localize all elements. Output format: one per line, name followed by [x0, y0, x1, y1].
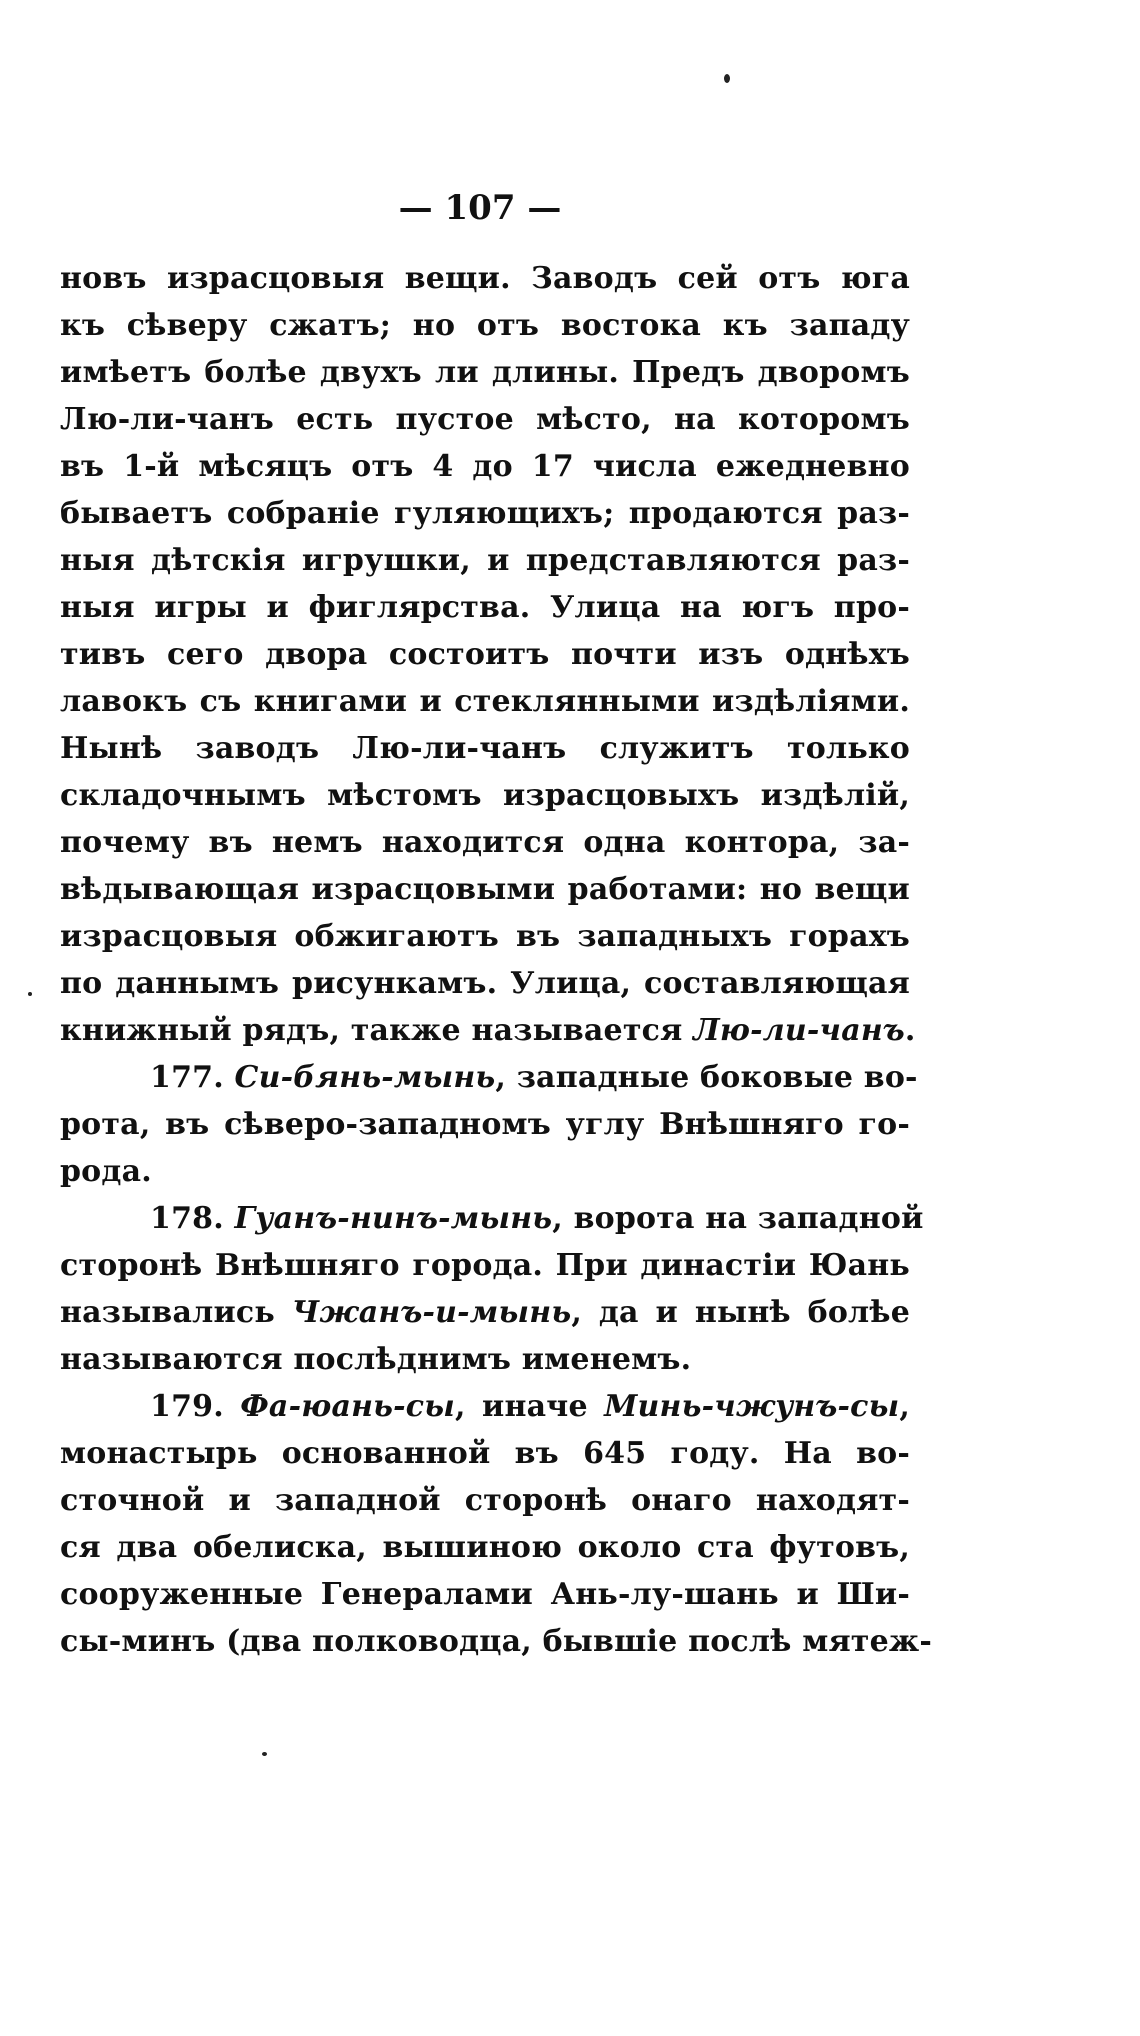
text-line: къ сѣверу сжатъ; но отъ востока къ западу — [60, 308, 910, 343]
page-text — [60, 255, 933, 1665]
text-line: лавокъ съ книгами и стеклянными издѣліями. — [60, 684, 910, 719]
text-line: рота, въ сѣверо-западномъ углу Внѣшняго го- — [60, 1107, 910, 1142]
text-line: имѣетъ болѣе двухъ ли длины. Предъ дворомъ — [60, 355, 910, 390]
text-line: книжный рядъ, также называется Лю-ли-чанъ. — [60, 1013, 916, 1048]
text-line: ныя игры и фиглярства. Улица на югъ про- — [60, 590, 910, 625]
text-line: израсцовыя обжигаютъ въ западныхъ горахъ — [60, 919, 910, 954]
text-line: сторонѣ Внѣшняго города. При династіи Юань — [60, 1248, 910, 1283]
text-line: Лю-ли-чанъ есть пустое мѣсто, на которомъ — [60, 402, 910, 437]
scan-speck — [28, 992, 32, 996]
scan-speck — [262, 1752, 267, 1756]
text-line: вѣдывающая израсцовыми работами: но вещи — [60, 872, 910, 907]
text-line: ся два обелиска, вышиною около ста футовъ, — [60, 1530, 910, 1565]
text-line: монастырь основанной въ 645 году. На во- — [60, 1436, 910, 1471]
text-line: почему въ немъ находится одна контора, за- — [60, 825, 910, 860]
text-line: сооруженные Генералами Ань-лу-шань и Ши- — [60, 1577, 910, 1612]
text-line: 178. Гуанъ-нинъ-мынь, ворота на западной — [150, 1201, 924, 1236]
text-line: рода. — [60, 1154, 152, 1189]
text-line: 179. Фа-юань-сы, иначе Минь-чжунъ-сы, — [150, 1389, 910, 1424]
text-line: называются послѣднимъ именемъ. — [60, 1342, 692, 1377]
text-line: въ 1-й мѣсяцъ отъ 4 до 17 числа ежедневно — [60, 449, 910, 484]
text-line: 177. Си-бянь-мынь, западные боковые во- — [150, 1060, 918, 1095]
text-line: тивъ сего двора состоитъ почти изъ однѣхъ — [60, 637, 910, 672]
text-line: сы-минъ (два полководца, бывшіе послѣ мятеж- — [60, 1624, 933, 1659]
page-number: — 107 — — [398, 188, 562, 228]
text-line: по даннымъ рисункамъ. Улица, составляющая — [60, 966, 910, 1001]
text-line: Нынѣ заводъ Лю-ли-чанъ служитъ только — [60, 731, 910, 766]
text-line: сточной и западной сторонѣ онаго находят- — [60, 1483, 910, 1518]
text-line: складочнымъ мѣстомъ израсцовыхъ издѣлій, — [60, 778, 910, 813]
text-line: новъ израсцовыя вещи. Заводъ сей отъ юга — [60, 261, 910, 296]
scan-speck — [724, 74, 730, 83]
text-line: ныя дѣтскія игрушки, и представляются раз- — [60, 543, 910, 578]
text-line: бываетъ собраніе гуляющихъ; продаются раз- — [60, 496, 910, 531]
text-line: назывались Чжанъ-и-мынь, да и нынѣ болѣе — [60, 1295, 910, 1330]
